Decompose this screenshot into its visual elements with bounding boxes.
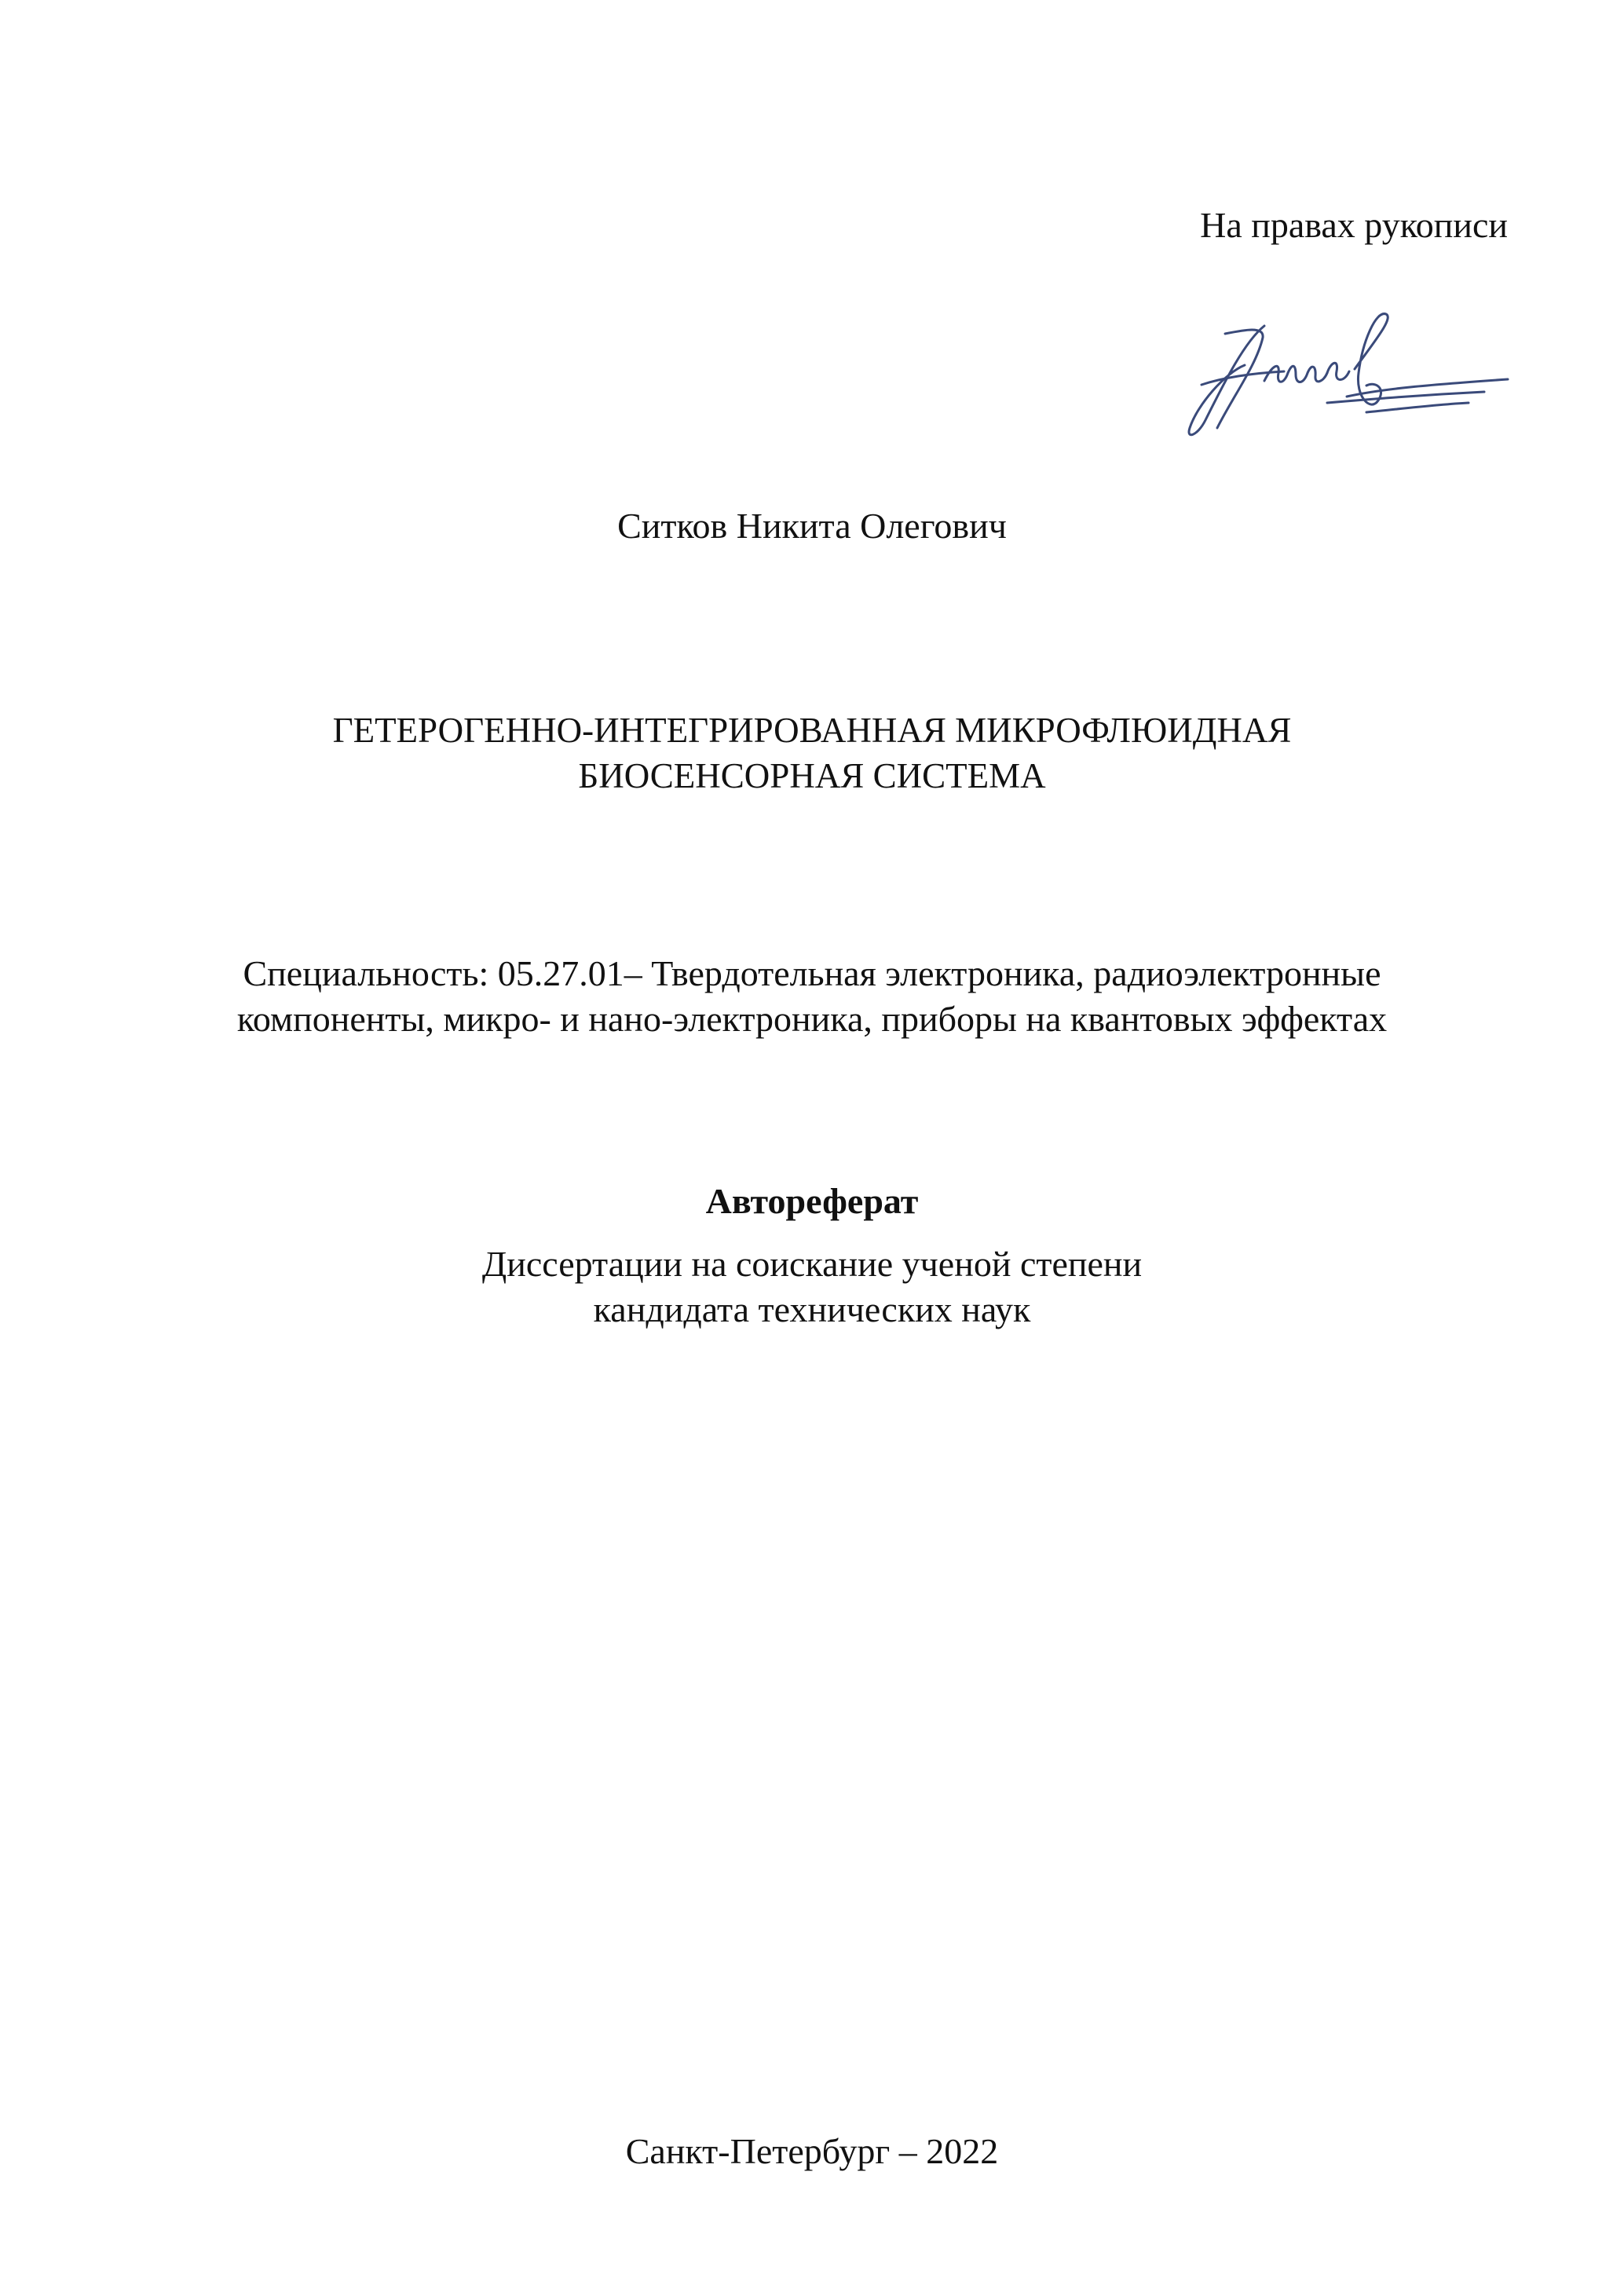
abstract-description-line-1: Диссертации на соискание ученой степени: [481, 1244, 1143, 1284]
specialty-line-1: Специальность: 05.27.01– Твердотельная электроника, радиоэлектронные: [243, 953, 1381, 993]
dissertation-title-line-1: ГЕТЕРОГЕННО-ИНТЕГРИРОВАННАЯ МИКРОФЛЮИДНАЯ: [332, 711, 1292, 750]
author-name: Ситков Никита Олегович: [617, 506, 1007, 546]
dissertation-title-line-2: БИОСЕНСОРНАЯ СИСТЕМА: [578, 756, 1046, 795]
abstract-heading: Автореферат: [705, 1181, 919, 1221]
manuscript-note: На правах рукописи: [1200, 205, 1508, 245]
specialty-line-2: компоненты, микро- и нано-электроника, приборы на квантовых эффектах: [236, 999, 1388, 1039]
abstract-description-line-2: кандидата технических наук: [593, 1289, 1031, 1329]
signature-icon: [1170, 310, 1516, 444]
place-and-year: Санкт-Петербург – 2022: [625, 2131, 999, 2171]
